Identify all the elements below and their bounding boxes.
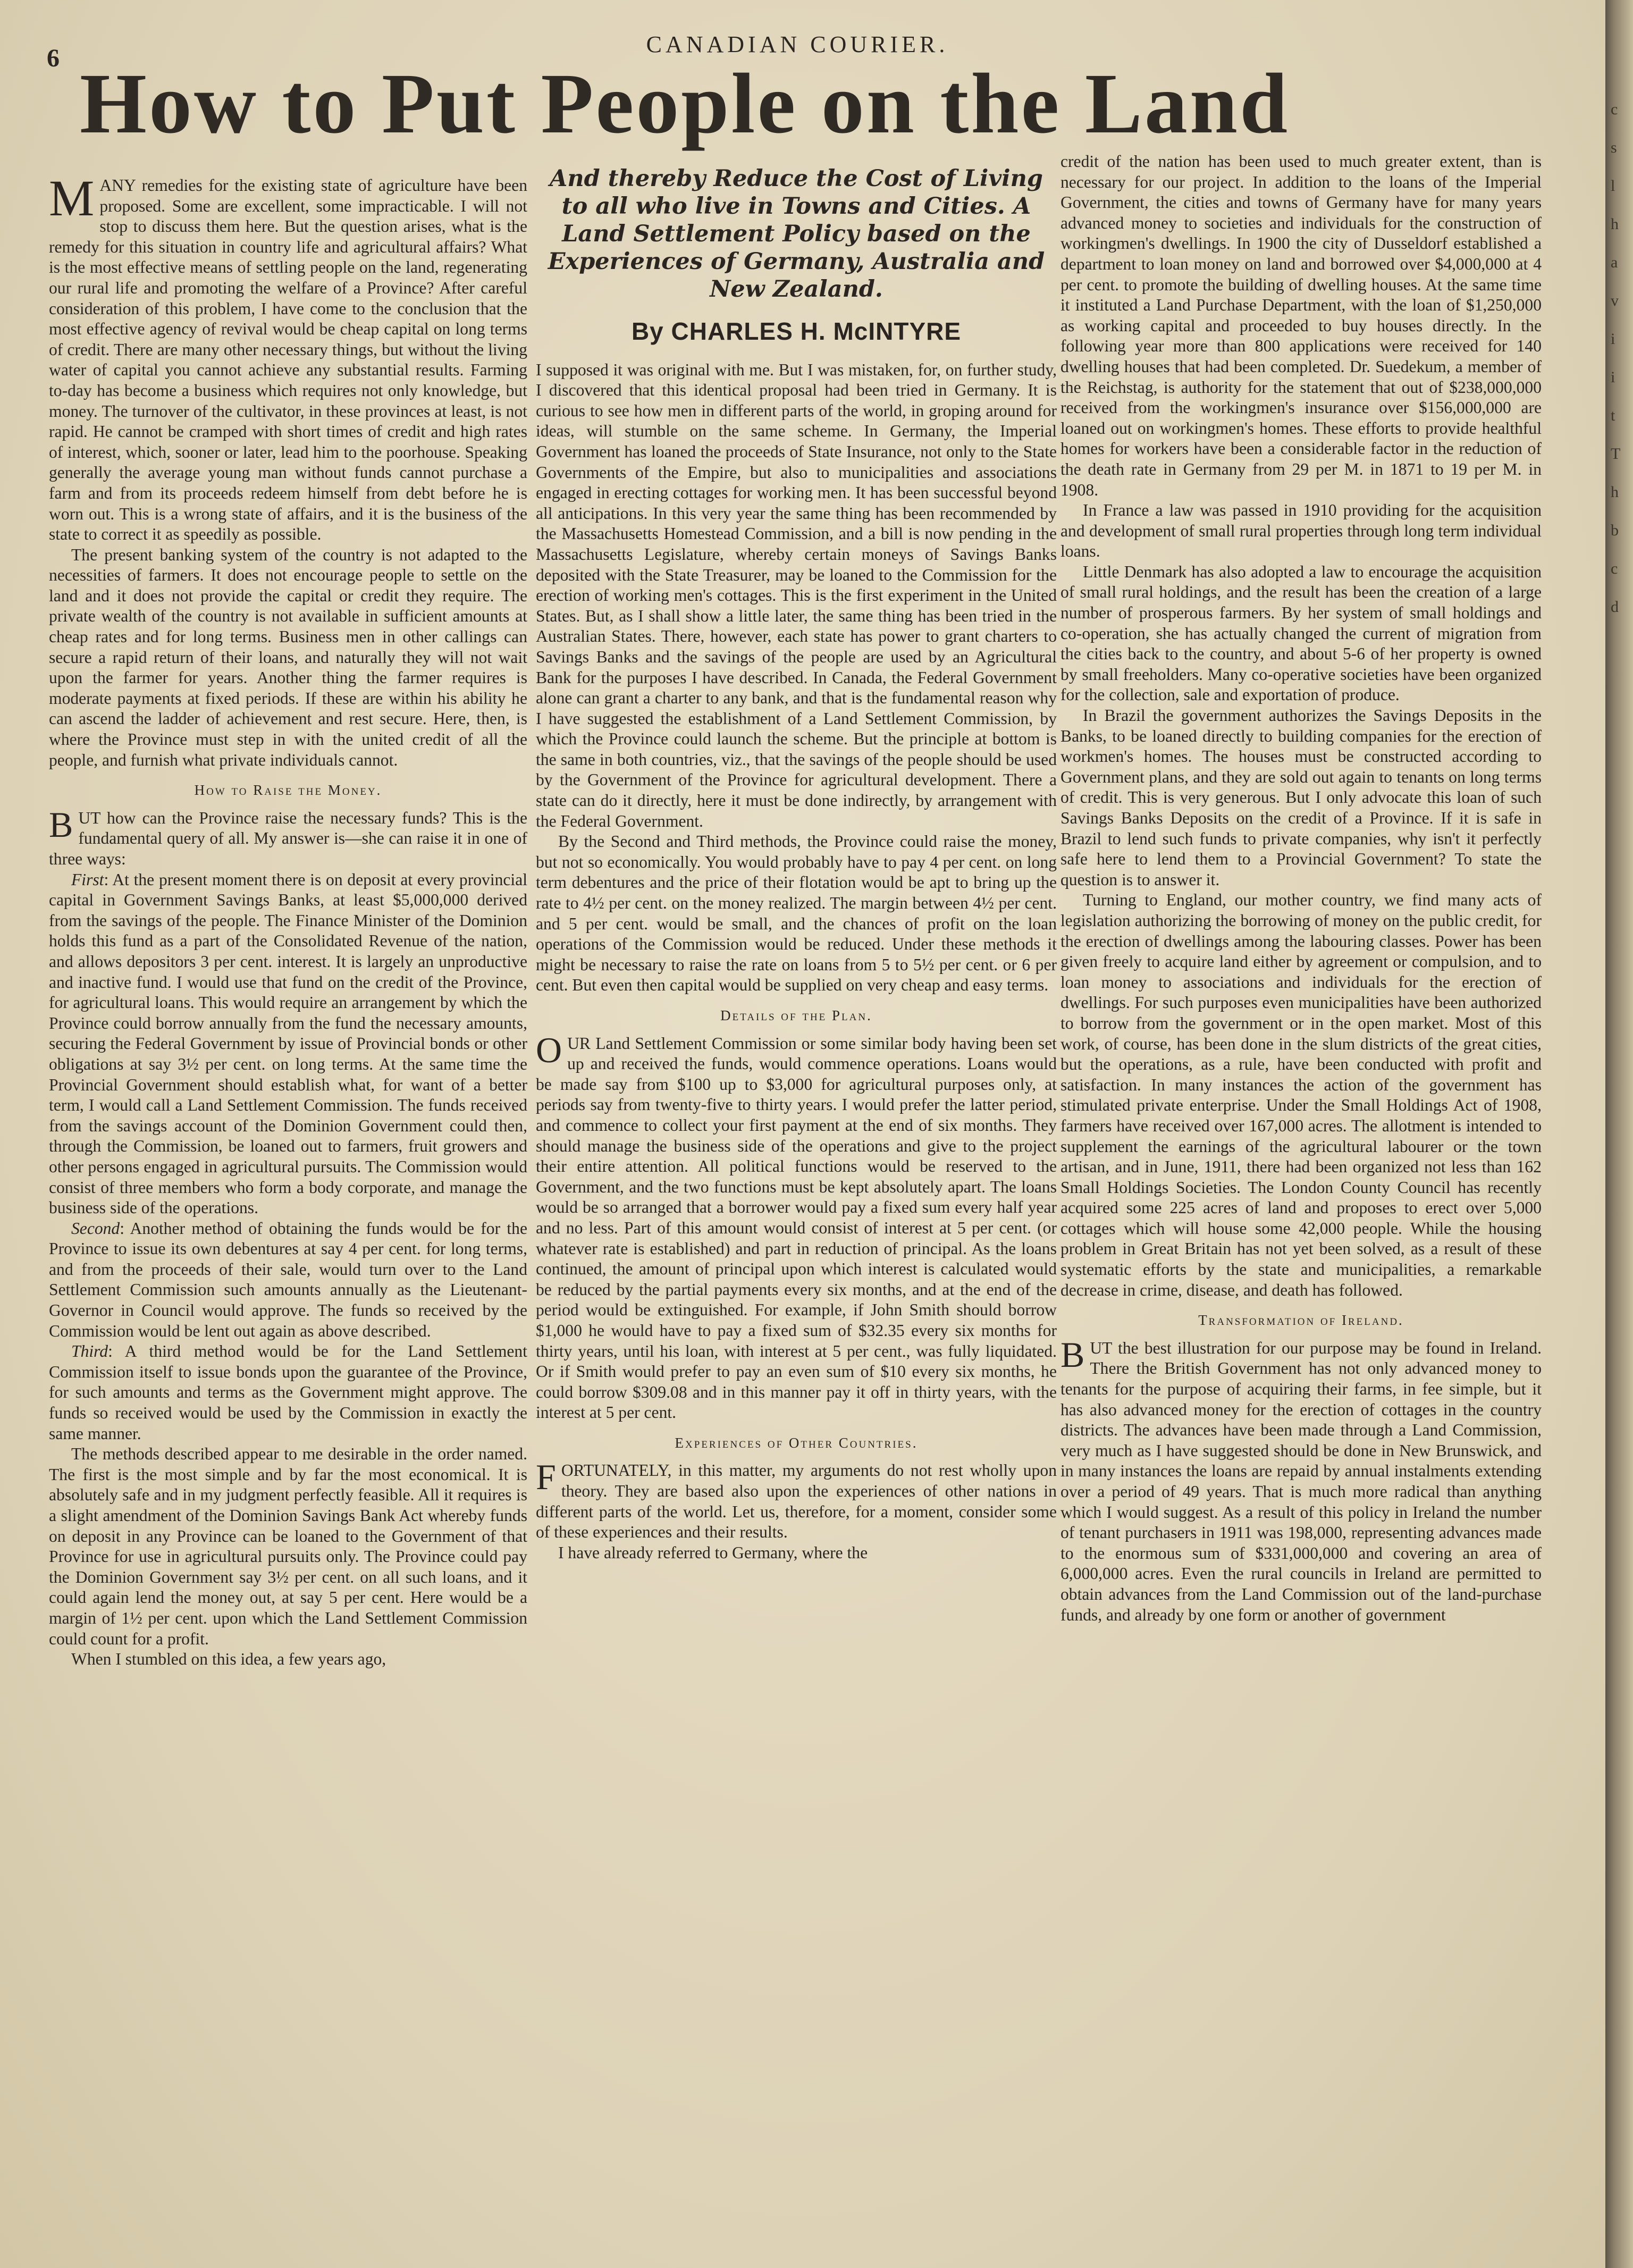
paragraph-text: UR Land Settlement Commission or some similar body having been set up and received the funds, would commence operations. Loans would be made say from $100 up to $3,000 for agricultural purposes only, at periods say from twenty-five to thirty years. I would prefer the latter period, and commence to collect your first payment at the end of six months. They should manage the business side of the operations and give to the project their entire attention. All political functions would be reserved to the Government, and the two functions must be kept absolutely apart. The loans would be so arranged that a borrower would pay a fixed sum every half year and no less. Part of this amount would consist of interest at 5 per cent. (or whatever rate is established) and part in reduction of principal. As the loans continued, the amount of principal upon which interest is calculated would be reduced by the partial payments every six months, and at the end of the period would be extinguished. For example, if John Smith should borrow $1,000 he would have to pay a fixed sum of $32.35 every six months for thirty years, until his loan, with interest at 5 per cent., was fully liquidated. Or if Smith would prefer to pay an even sum of $10 every six months, he could borrow $309.08 and in this manner pay it off in thirty years, with the interest at 5 per cent. xyxy=(536,1034,1057,1422)
drop-cap: O xyxy=(536,1029,562,1070)
paragraph: Little Denmark has also adopted a law to encourage the acquisition of small rural holdings, and the result has been the creation of a large number of prosperous farmers. By her system of small holdings and co-operation, she has actually changed the current of migration from the cities back to the country, and about 5-6 of her property is owned by small freeholders. Many co-operative societies have been organized for the collection, sale and exportation of produce. xyxy=(1060,562,1542,704)
paragraph xyxy=(49,1219,527,1342)
paragraph xyxy=(1060,1334,1542,1625)
paragraph-text: : A third method would be for the Land Settlement Commission itself to issue bonds upon the guarantee of the Province, for such amounts and terms as the Government might approve. The funds so received would be used by the Commission in exactly the same manner. xyxy=(49,1342,527,1443)
byline: By CHARLES H. McINTYRE xyxy=(631,317,962,345)
article-column-1 xyxy=(49,170,527,1670)
section-heading: Transformation of Ireland. xyxy=(1198,1312,1404,1329)
paragraph-text: ORTUNATELY, in this matter, my arguments do not rest wholly upon theory. They are based also upon the experiences of other nations in different parts of the world. Let us, therefore, for a moment, consider some of these experiences and their results. xyxy=(536,1461,1057,1542)
paragraph: credit of the nation has been used to much greater extent, than is necessary for our project. In addition to the loans of the Imperial Government, the cities and towns of Germany have for many years advanced money to societies and individuals for the construction of workingmen's dwellings. In 1900 the city of Dusseldorf established a department to loan money on land and borrowed over $4,000,000 at 4 per cent. to promote the building of dwelling houses. At the same time it instituted a Land Purchase Department, with the loan of $1,250,000 as working capital and proceeded to buy houses directly. In the following year more than 800 applications were received for 140 dwelling houses that had been completed. Dr. Suedekum, a member of the Reichstag, is authority for the statement that out of $238,000,000 received from the workingmen's insurance over $156,000,000 are loaned out on workingmen's homes. These efforts to provide healthful homes for workers have been a considerable factor in the reduction of the death rate in Germany from 29 per M. in 1871 to 19 per M. in 1908. xyxy=(1060,152,1542,499)
paragraph-text: UT how can the Province raise the necessary funds? This is the fundamental query of all. My answer is—she can raise it in one of three ways: xyxy=(49,808,527,868)
paragraph xyxy=(536,1457,1057,1542)
section-heading: Details of the Plan. xyxy=(720,1007,872,1023)
page-number: 6 xyxy=(47,44,60,72)
paragraph: In France a law was passed in 1910 providing for the acquisition and development of small rural properties through long term individual loans. xyxy=(1060,501,1542,561)
article-headline: How to Put People on the Land xyxy=(80,56,1290,152)
paragraph: When I stumbled on this idea, a few years ago, xyxy=(71,1650,386,1669)
article-column-2 xyxy=(536,165,1057,1563)
paragraph-text: : At the present moment there is on deposit at every provincial capital in Government Savings Banks, at least $5,000,000 derived from the savings of the people. The Finance Minister of the Dominion holds this fund as a part of the Consolidated Revenue of the nation, and allows depositors 3 per cent. interest. It is largely an unproductive and inactive fund. I would use that fund on the credit of the Province, for agricultural loans. This would require an arrangement by which the Province could borrow annually from the fund the necessary amounts, securing the Federal Government by issue of Provincial bonds or other obligations at say 3½ per cent. on long terms. At the same time the Provincial Government should establish what, for want of a better term, I would call a Land Settlement Commission. The funds received from the savings account of the Dominion Government could then, through the Commission, be loaned out to farmers, fruit growers and other persons engaged in agricultural pursuits. The Commission would consist of three members who form a body corporate, and manage the business side of the operations. xyxy=(49,870,527,1217)
adjacent-page-text: c s l h a v i i t T h b c d xyxy=(1611,100,1621,616)
paragraph: The methods described appear to me desirable in the order named. The first is the most simple and by far the most economical. It is absolutely safe and in my judgment perfectly feasible. All it requires is a slight amendment of the Dominion Savings Bank Act whereby funds on deposit in any Province can be loaned to the Government of that Province for use in agricultural pursuits only. The Province could pay the Dominion Government say 3½ per cent. on all such loans, and it could again lend the money out, at say 5 per cent. Here would be a margin of 1½ per cent. upon which the Land Settlement Commission could count for a profit. xyxy=(49,1444,527,1648)
article-column-3 xyxy=(1060,152,1542,1625)
drop-cap: B xyxy=(1060,1334,1085,1375)
paragraph: I supposed it was original with me. But I was mistaken, for, on further study, I discovered that this identical proposal had been tried in Germany. It is curious to see how men in different parts of the world, in groping around for ideas, will stumble on the same scheme. In Germany, the Imperial Government has loaned the proceeds of State Insurance, not only to the State Governments of the Empire, but also to municipalities and associations engaged in erecting cottages for working men. It has been successful beyond all anticipations. In this very year the same thing has been recommended by the Massachusetts Homestead Commission, and a bill is now pending in the Massachusetts Legislature, whereby certain moneys of Savings Banks deposited with the State Treasurer, may be loaned to the Commission for the erection of working men's cottages. This is the first experiment in the United States. But, as I shall show a little later, the same thing has been tried in the Australian States. There, however, each state has power to grant charters to Savings Banks and the savings of the people are used by an Agricultural Bank for the purposes I have described. In Canada, the Federal Government alone can grant a charter to any bank, and that is the fundamental reason why I have suggested the establishment of a Land Settlement Commission, by which the Province could launch the scheme. But the principle at bottom is the same in both countries, viz., that the savings of the people should be used by the Government of the Province for agricultural development. There a state can do it directly, here it must be done indirectly, by arrangement with the Federal Government. xyxy=(536,360,1057,830)
drop-cap: B xyxy=(49,804,73,845)
method-label: First xyxy=(71,870,104,889)
method-label: Third xyxy=(71,1342,108,1361)
drop-cap: F xyxy=(536,1457,556,1498)
paragraph xyxy=(49,804,527,870)
paragraph xyxy=(49,1341,527,1444)
paragraph-text: UT the best illustration for our purpose may be found in Ireland. There the British Government has not only advanced money to tenants for the purpose of acquiring their farms, in fee simple, but it has also advanced money for the erection of cottages in the country districts. The advances have been made through a Land Commission, very much as I have suggested should be done in New Brunswick, and in many instances the loans are repaid by annual instalments extending over a period of 49 years. That is much more radical than anything which I would suggest. As a result of this policy in Ireland the number of tenant purchasers in 1911 was 198,000, representing advances made to the enormous sum of $331,000,000 and covering an area of 6,000,000 acres. Even the rural councils in Ireland are permitted to obtain advances from the Land Commission out of the land-purchase funds, and already by one form or another of government xyxy=(1060,1338,1542,1624)
article-deck: And thereby Reduce the Cost of Living to all who live in Towns and Cities. A Land Settlement Policy based on the Experiences of Germany, Australia and New Zealand. xyxy=(548,165,1045,303)
paragraph xyxy=(536,1029,1057,1423)
paragraph-text: : Another method of obtaining the funds would be for the Province to issue its own debentures at say 4 per cent. for long terms, and from the proceeds of their sale, would turn over to the Land Settlement Commission such amounts annually as the Lieutenant-Governor in Council would approve. The funds so received by the Commission would be lent out again as above described. xyxy=(49,1219,527,1340)
section-heading: How to Raise the Money. xyxy=(194,782,382,799)
section-heading: Experiences of Other Countries. xyxy=(675,1434,918,1451)
paragraph: In Brazil the government authorizes the Savings Deposits in the Banks, to be loaned directly to building companies for the erection of workmen's homes. The houses must be constructed according to Government plans, and they are sold out again to tenants on long terms of credit. This is very generous. But I only advocate this loan of such Savings Banks Deposits on the credit of a Province. If it is safe in Brazil to lend such funds to private companies, why isn't it perfectly safe here to lend them to a Provincial Government? To state the question is to answer it. xyxy=(1060,706,1542,889)
method-label: Second xyxy=(71,1219,120,1238)
paragraph-text: ANY remedies for the existing state of agriculture have been proposed. Some are excellent, some impracticable. I will not stop to discuss them here. But the question arises, what is the remedy for this situation in country life and agricultural affairs? What is the most effective means of settling people on the land, regenerating our rural life and promoting the welfare of a Province? After careful consideration of this problem, I have come to the conclusion that the most effective agency of revival would be cheap capital on long terms of credit. There are many other necessary things, but without the living water of capital you cannot achieve any substantial results. Farming to-day has become a business which requires not only knowledge, but money. The turnover of the cultivator, in these provinces at least, is not rapid. He cannot be cramped with short times of credit and high rates of interest, which, sooner or later, lead him to the poorhouse. Speaking generally the average young man without funds cannot purchase a farm and from its proceeds redeem himself from debt before he is worn out. This is a wrong state of affairs, and it is the business of the state to correct it as speedily as possible. xyxy=(49,176,527,544)
paragraph xyxy=(49,870,527,1219)
paragraph: I have already referred to Germany, where the xyxy=(558,1543,868,1562)
drop-cap: M xyxy=(49,170,95,226)
paragraph: The present banking system of the country is not adapted to the necessities of farmers. It does not encourage people to settle on the land and it does not provide the capital or credit they require. The private wealth of the country is not available in sufficient amounts at cheap rates and for long terms. Business men in other callings can secure a rapid return of their loans, and naturally they will not wait upon the farmer for years. Another thing the farmer requires is moderate payments at fixed periods. If these are within his ability he can ascend the ladder of achievement and rest secure. Here, then, is where the Province must step in with the united credit of all the people, and furnish what private individuals cannot. xyxy=(49,545,527,769)
paragraph: Turning to England, our mother country, we find many acts of legislation authorizing the borrowing of money on the public credit, for the erection of dwellings among the labouring classes. Power has been given freely to acquire land either by agreement or compulsion, and to loan money to associations and individuals for the erection of dwellings. For such purposes even municipalities have been authorized to borrow from the government or in the open market. Most of this work, of course, has been done in the slum districts of the great cities, but the operations, as a rule, have been conducted with profit and satisfaction. In many instances the action of the government has stimulated private enterprise. Under the Small Holdings Act of 1908, farmers have received over 167,000 acres. The allotment is intended to supplement the earnings of the agricultural labourer or the town artisan, and in June, 1911, there had been organized not less than 162 Small Holdings Societies. The London County Council has recently acquired some 225 acres of land and proposes to erect over 5,000 cottages which will house some 42,000 people. While the housing problem in Great Britain has not yet been solved, as a result of these systematic efforts by the state and municipalities, a remarkable decrease in crime, disease, and death has followed. xyxy=(1060,891,1542,1299)
paragraph xyxy=(49,170,527,545)
paragraph: By the Second and Third methods, the Province could raise the money, but not so economically. You would probably have to pay 4 per cent. on long term debentures and the price of their flotation would be apt to bring up the rate to 4½ per cent. on the money realized. The margin between 4½ per cent. and 5 per cent. would be small, and the chances of profit on the loan operations of the Commission would be reduced. Under these methods it might be necessary to raise the rate on loans from 5 to 5½ per cent. or 6 per cent. But even then capital would be supplied on very cheap and easy terms. xyxy=(536,832,1057,995)
running-head: CANADIAN COURIER. xyxy=(646,31,949,57)
